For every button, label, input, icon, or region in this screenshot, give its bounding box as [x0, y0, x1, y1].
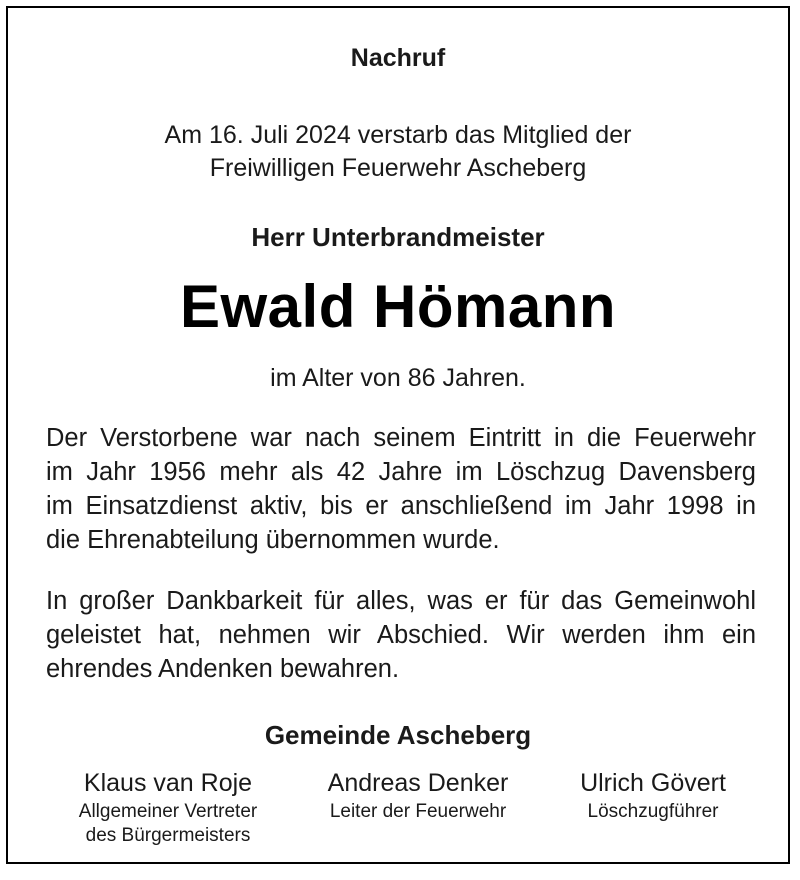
biography-paragraph [46, 421, 756, 557]
signer-role-line-1: Leiter der Feuerwehr [329, 801, 507, 822]
gratitude-line-2: geleistet hat, nehmen wir Abschied. Wir werden ihm ein [46, 621, 756, 649]
signer-name: Klaus van Roje [83, 769, 253, 797]
signer-name: Andreas Denker [327, 769, 509, 797]
signer-role-line-1: Löschzugführer [587, 801, 719, 822]
biography-line-1: Der Verstorbene war nach seinem Eintritt in die Feuerwehr [46, 424, 756, 452]
organization-name: Gemeinde Ascheberg [264, 720, 532, 750]
biography-line-4: die Ehrenabteilung übernommen wurde. [46, 526, 500, 554]
gratitude-line-3: ehrendes Andenken bewahren. [46, 655, 400, 683]
notice-heading: Nachruf [350, 44, 446, 72]
signer-platoon-leader [543, 766, 763, 824]
signer-role-line-2: des Bürgermeisters [85, 825, 251, 846]
gratitude-line-1: In großer Dankbarkeit für alles, was er für das Gemeinwohl [46, 587, 756, 615]
signer-mayor-deputy [48, 766, 288, 848]
gratitude-paragraph [46, 584, 756, 686]
signer-name: Ulrich Gövert [580, 769, 726, 797]
deceased-name: Ewald Hömann [179, 273, 617, 340]
intro-text [8, 119, 788, 185]
intro-line-1: Am 16. Juli 2024 verstarb das Mitglied der [164, 121, 632, 149]
deceased-rank: Herr Unterbrandmeister [251, 222, 545, 252]
signer-fire-chief [298, 766, 538, 824]
biography-line-2: im Jahr 1956 mehr als 42 Jahre im Löschzug Davensberg [46, 458, 756, 486]
signer-role-line-1: Allgemeiner Vertreter [78, 801, 258, 822]
deceased-age: im Alter von 86 Jahren. [270, 364, 526, 392]
intro-line-2: Freiwilligen Feuerwehr Ascheberg [209, 154, 587, 182]
obituary-notice [6, 6, 790, 864]
biography-line-3: im Einsatzdienst aktiv, bis er anschließend im Jahr 1998 in [46, 492, 756, 520]
